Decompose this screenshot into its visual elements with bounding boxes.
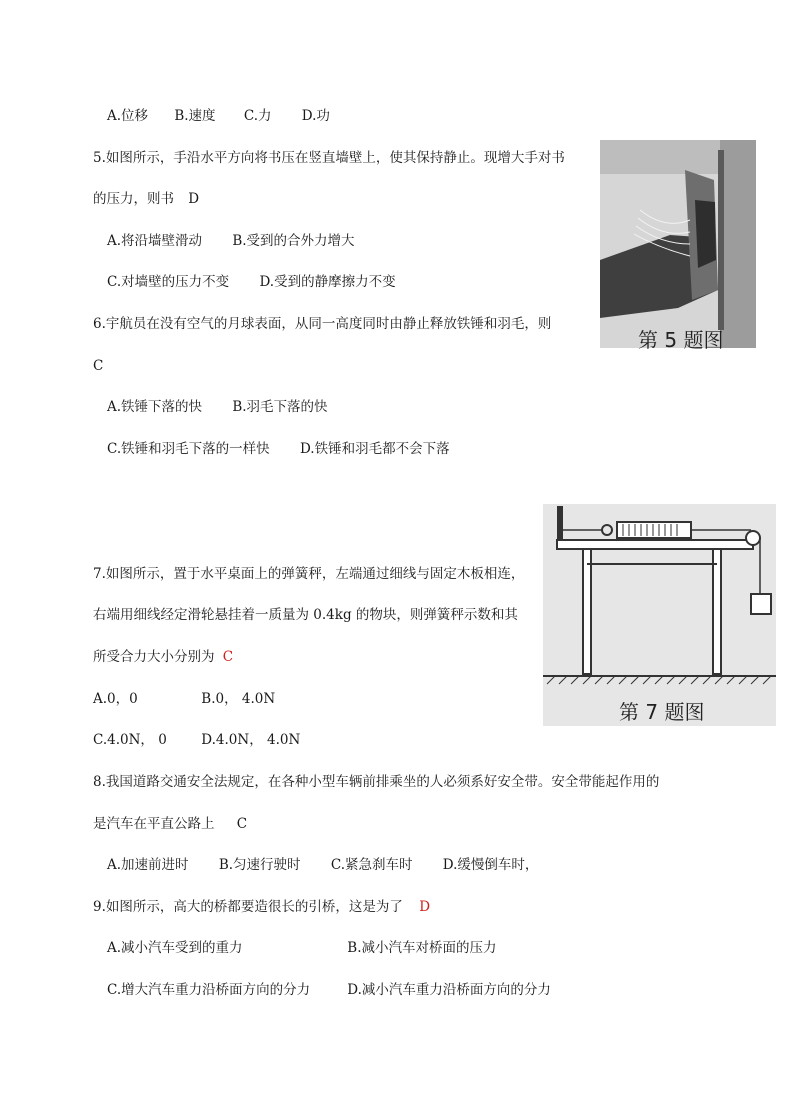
q8-option-a: A.加速前进时 bbox=[107, 857, 189, 873]
q7-options-row-1 bbox=[93, 690, 275, 708]
q8-stem-line-2 bbox=[93, 815, 247, 833]
q5-options-row-1 bbox=[107, 232, 355, 250]
q5-option-d: D.受到的静摩擦力不变 bbox=[259, 274, 396, 290]
spring-balance-table-diagram bbox=[543, 504, 776, 726]
q7-figure-caption: 第 7 题图 bbox=[619, 700, 705, 724]
q7-option-b: B.0， 4.0N bbox=[201, 691, 276, 707]
q6-option-a: A.铁锤下落的快 bbox=[107, 399, 203, 415]
q7-answer: C bbox=[222, 649, 234, 665]
q5-options-row-2 bbox=[107, 273, 396, 291]
hand-book-wall-photo bbox=[600, 140, 756, 348]
q5-option-c: C.对墙壁的压力不变 bbox=[107, 274, 230, 290]
q5-figure-caption: 第 5 题图 bbox=[638, 328, 724, 352]
q7-options-row-2 bbox=[93, 731, 300, 749]
q9-option-a: A.减小汽车受到的重力 bbox=[107, 940, 243, 956]
q9-answer: D bbox=[419, 899, 431, 915]
q9-stem-line-1 bbox=[93, 898, 430, 916]
q7-option-c: C.4.0N， 0 bbox=[93, 732, 167, 748]
q9-option-d: D.减小汽车重力沿桥面方向的分力 bbox=[347, 982, 551, 998]
q7-stem-text: 所受合力大小分别为 bbox=[93, 649, 215, 665]
q5-stem-line-2 bbox=[93, 190, 199, 208]
q6-options-row-2 bbox=[107, 440, 450, 458]
q5-option-b: B.受到的合外力增大 bbox=[232, 233, 355, 249]
q8-stem-text: 是汽车在平直公路上 bbox=[93, 816, 215, 832]
q8-option-c: C.紧急刹车时 bbox=[330, 857, 413, 873]
q8-answer: C bbox=[236, 816, 248, 832]
q9-options-row-1 bbox=[107, 939, 497, 957]
q6-answer: C bbox=[93, 358, 104, 374]
q4-option-d: D.功 bbox=[301, 108, 330, 124]
q5-figure bbox=[600, 140, 756, 352]
q7-stem-line-2: 右端用细线经定滑轮悬挂着一质量为 0.4kg 的物块，则弹簧秤示数和其 bbox=[93, 607, 518, 623]
q6-option-c: C.铁锤和羽毛下落的一样快 bbox=[107, 441, 270, 457]
q9-options-row-2 bbox=[107, 981, 551, 999]
q8-option-d: D.缓慢倒车时， bbox=[442, 857, 539, 873]
q6-option-d: D.铁锤和羽毛都不会下落 bbox=[299, 441, 450, 457]
q6-stem-line-1: 6.宇航员在没有空气的月球表面，从同一高度同时由静止释放铁锤和羽毛，则 bbox=[93, 316, 552, 332]
q7-figure bbox=[543, 504, 776, 726]
q8-option-b: B.匀速行驶时 bbox=[218, 857, 301, 873]
q8-options bbox=[107, 856, 538, 874]
q4-option-c: C.力 bbox=[243, 108, 272, 124]
q4-options bbox=[107, 107, 330, 125]
q7-stem-line-3 bbox=[93, 648, 233, 666]
q6-options-row-1 bbox=[107, 398, 328, 416]
q4-option-b: B.速度 bbox=[174, 108, 216, 124]
q7-stem-line-1: 7.如图所示，置于水平桌面上的弹簧秤，左端通过细线与固定木板相连， bbox=[93, 566, 525, 582]
q9-stem-text: 9.如图所示，高大的桥都要造很长的引桥，这是为了 bbox=[93, 899, 403, 915]
q5-option-a: A.将沿墙壁滑动 bbox=[107, 233, 203, 249]
q7-option-a: A.0，0 bbox=[93, 691, 138, 707]
q4-option-a: A.位移 bbox=[107, 108, 149, 124]
q5-stem-line-1: 5.如图所示，手沿水平方向将书压在竖直墙壁上，使其保持静止。现增大手对书 bbox=[93, 150, 565, 166]
q9-option-c: C.增大汽车重力沿桥面方向的分力 bbox=[107, 982, 311, 998]
q8-stem-line-1: 8.我国道路交通安全法规定，在各种小型车辆前排乘坐的人必须系好安全带。安全带能起作用的 bbox=[93, 774, 660, 790]
q5-stem-text: 的压力，则书 bbox=[93, 191, 174, 207]
q5-answer: D bbox=[188, 191, 200, 207]
q9-option-b: B.减小汽车对桥面的压力 bbox=[347, 940, 497, 956]
q6-option-b: B.羽毛下落的快 bbox=[232, 399, 328, 415]
q7-option-d: D.4.0N， 4.0N bbox=[201, 732, 301, 748]
